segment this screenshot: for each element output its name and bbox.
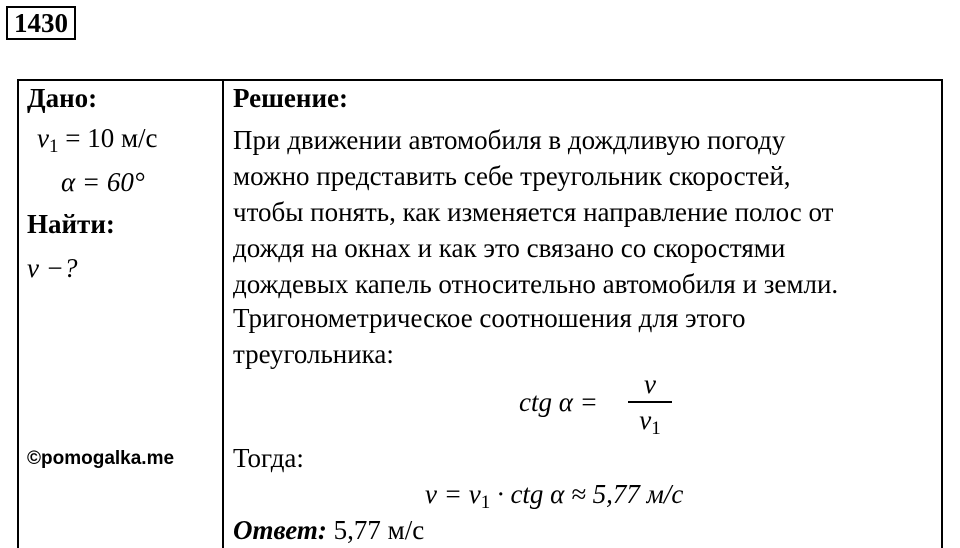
find-target: v −? bbox=[27, 253, 78, 283]
fraction-numerator: v bbox=[644, 369, 656, 399]
formula-result: $v = v_1$ · ctg α ≈ 5,77 м/с bbox=[425, 479, 684, 513]
solution-line: Тригонометрическое соотношения для этого bbox=[233, 303, 746, 333]
solution-line: чтобы понять, как изменяется направление полос от bbox=[233, 197, 834, 227]
formula-cotangent-fraction bbox=[628, 369, 672, 444]
solution-line: При движении автомобиля в дождливую погоду bbox=[233, 125, 786, 155]
then-label: Тогда: bbox=[233, 443, 304, 473]
answer: Ответ: 5,77 м/с bbox=[233, 515, 425, 545]
solution-line: треугольника: bbox=[233, 339, 394, 369]
fraction-bar bbox=[628, 401, 672, 403]
find-heading: Найти: bbox=[27, 209, 115, 239]
watermark: ©pomogalka.me bbox=[27, 448, 175, 469]
given-alpha: α = 60° bbox=[61, 167, 145, 197]
solution-heading: Решение: bbox=[233, 83, 348, 113]
solution-line: дождя на окнах и как это связано со скоростями bbox=[233, 233, 786, 263]
solution-table bbox=[17, 79, 943, 548]
column-divider bbox=[222, 81, 224, 548]
formula-cotangent-left: ctg α = bbox=[519, 387, 598, 417]
problem-number: 1430 bbox=[6, 6, 76, 40]
fraction-denominator: $v_1$ bbox=[639, 405, 661, 439]
solution-line: дождевых капель относительно автомобиля и земли. bbox=[233, 269, 839, 299]
given-heading: Дано: bbox=[27, 83, 98, 113]
solution-line: можно представить себе треугольник скоростей, bbox=[233, 161, 791, 191]
given-v1: $v_1 = 10$ м/с bbox=[37, 123, 158, 157]
